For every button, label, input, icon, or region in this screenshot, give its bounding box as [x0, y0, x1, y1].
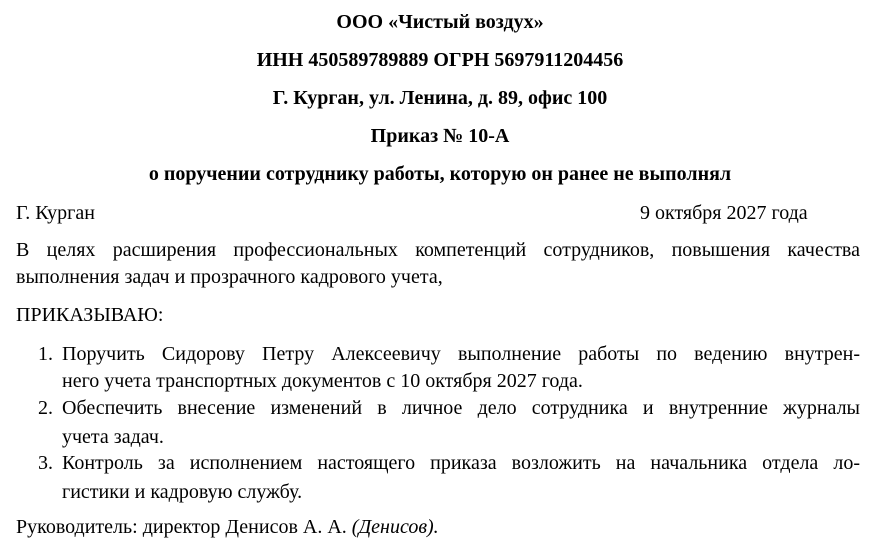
list-item	[62, 341, 860, 368]
list-item-text: него учета транспортных документов с 10 октября 2027 года.	[62, 370, 583, 392]
company-ids: ИНН 450589789889 ОГРН 5697911204456	[256, 49, 624, 71]
preamble	[16, 237, 860, 291]
list-item-line: Контроль за исполнением настоящего приказа возложить на начальника отдела ло-	[62, 452, 860, 474]
list-item	[62, 450, 860, 477]
list-item-line: гистики и кадровую службу.	[62, 481, 303, 503]
company-name: ООО «Чистый воздух»	[336, 11, 544, 33]
list-item-number: 3.	[38, 452, 53, 474]
list-item-continuation	[62, 368, 860, 395]
preamble-line: В целях расширения профессиональных компетенций сотрудников, повышения качества	[16, 239, 860, 261]
list-item-number: 2.	[38, 397, 53, 419]
company-address: Г. Курган, ул. Ленина, д. 89, офис 100	[272, 87, 608, 109]
order-word: ПРИКАЗЫВАЮ:	[16, 304, 164, 326]
order-subject: о поручении сотруднику работы, которую он ранее не выполнял	[148, 163, 732, 185]
order-title: Приказ № 10-А	[370, 125, 510, 147]
signature-line	[16, 515, 439, 539]
signature-text: Руководитель: директор Денисов А. А.	[16, 516, 347, 538]
signature-handwritten: (Денисов).	[351, 516, 439, 538]
place-city: Г. Курган	[16, 202, 95, 224]
list-item	[62, 395, 860, 422]
preamble-line: выполнения задач и прозрачного кадрового учета,	[16, 266, 443, 288]
list-item-line: Поручить Сидорову Петру Алексеевичу выполнение работы по ведению внутрен-	[62, 343, 860, 365]
list-item-line: Обеспечить внесение изменений в личное дело сотрудника и внутренние журналы	[62, 397, 860, 419]
list-item-line: учета задач.	[62, 426, 164, 448]
list-item-number: 1.	[38, 343, 53, 365]
order-date: 9 октября 2027 года	[640, 202, 808, 224]
list-item-line	[62, 368, 860, 395]
